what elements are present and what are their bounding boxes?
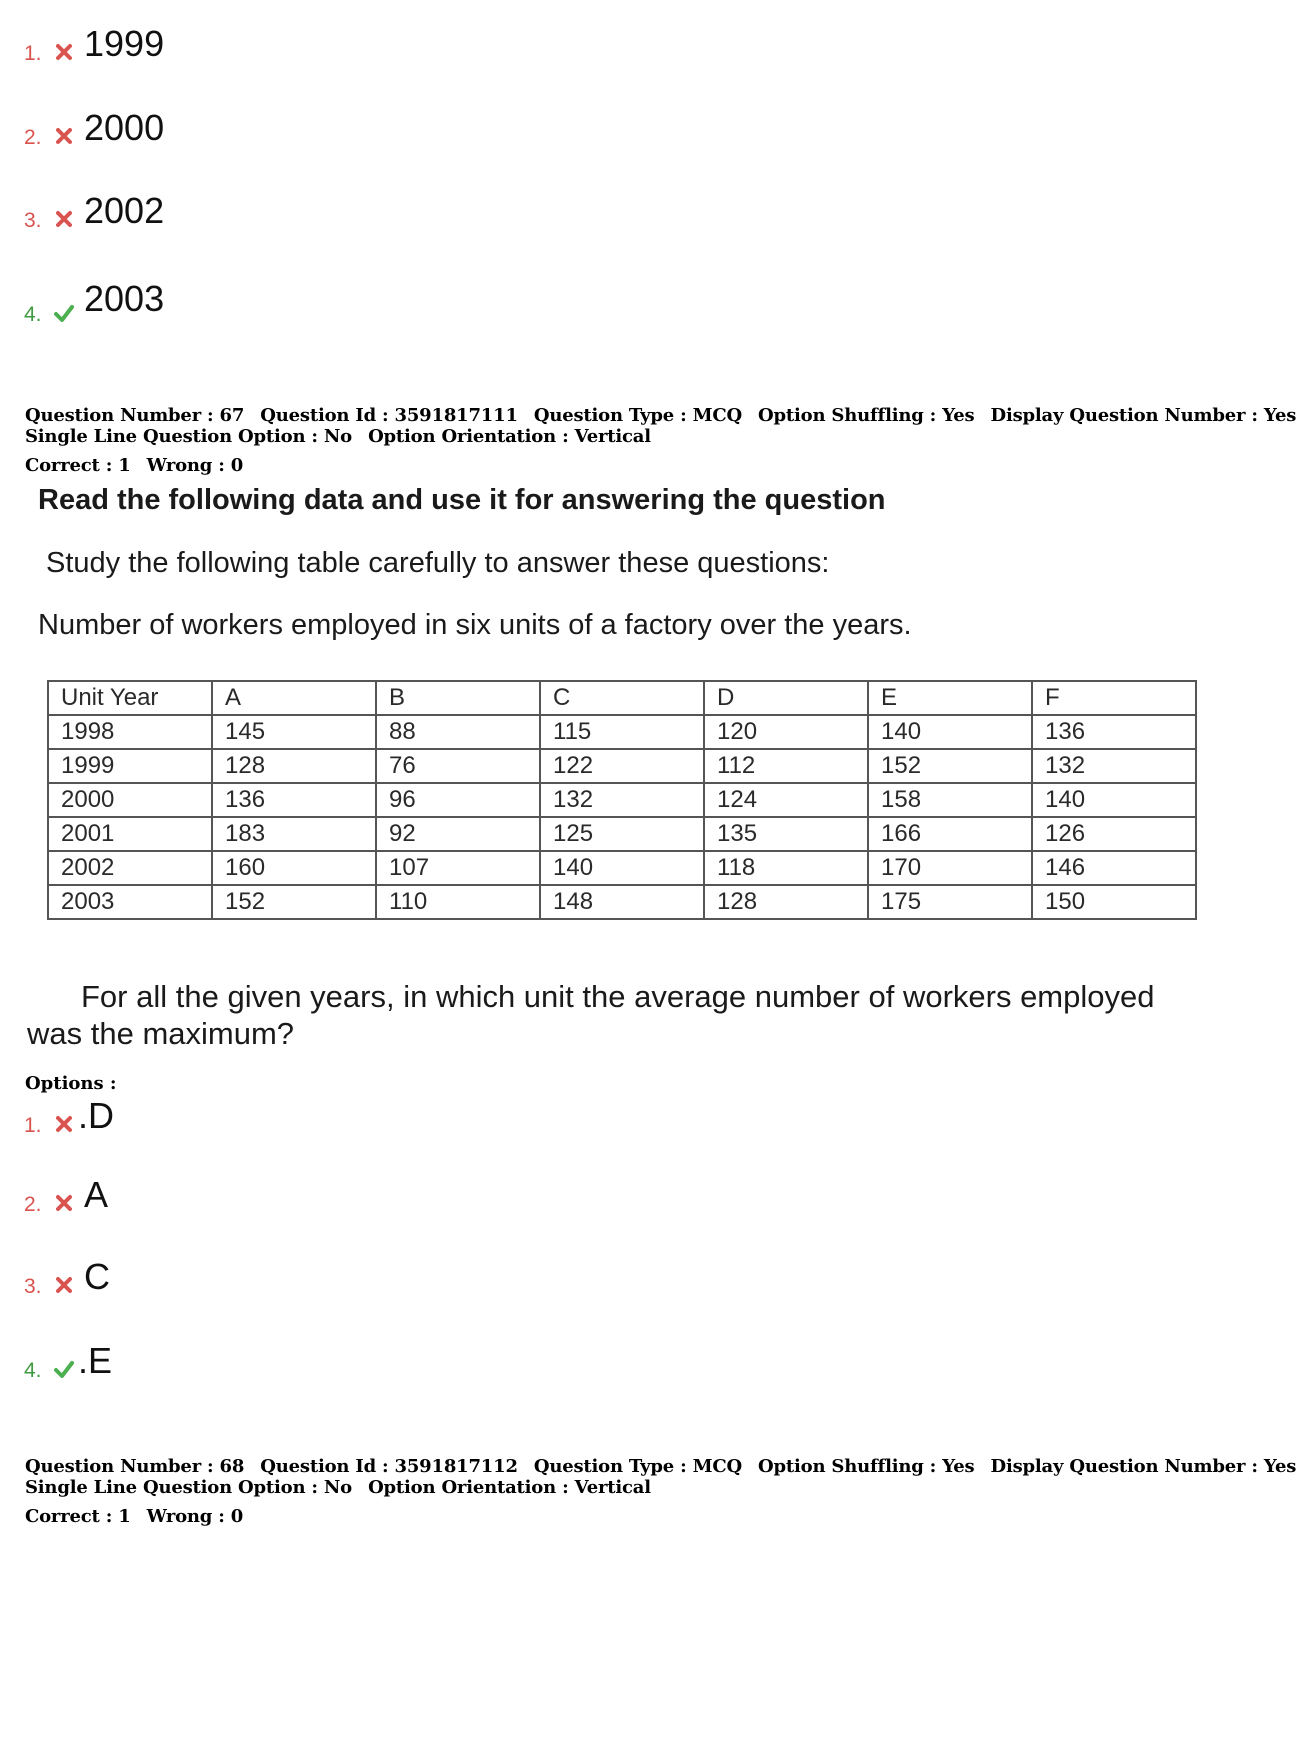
cross-icon	[54, 209, 74, 229]
q67-option-2	[24, 1174, 424, 1217]
table-cell: 140	[868, 715, 1032, 749]
question-study-line: Study the following table carefully to answer these questions:	[46, 547, 830, 579]
question-meta-line2	[25, 1477, 661, 1498]
question-intro: Read the following data and use it for answering the question	[38, 484, 886, 516]
table-cell: 175	[868, 885, 1032, 919]
table-header-cell: Unit Year	[48, 681, 212, 715]
question-meta-line1	[25, 1456, 1306, 1477]
option-number: 1.	[24, 42, 42, 65]
option-text: .D	[78, 1095, 114, 1136]
table-cell: 146	[1032, 851, 1196, 885]
table-cell: 158	[868, 783, 1032, 817]
option-text: A	[84, 1174, 109, 1215]
question-number: Question Number : 68	[25, 1456, 245, 1477]
wrong-marks: Wrong : 0	[146, 1506, 244, 1527]
display-question-number: Display Question Number : Yes	[990, 405, 1297, 426]
table-cell: 2003	[48, 885, 212, 919]
table-header-cell: B	[376, 681, 540, 715]
correct-marks: Correct : 1	[25, 1506, 131, 1527]
table-cell: 2002	[48, 851, 212, 885]
check-icon	[54, 1359, 74, 1379]
table-cell: 166	[868, 817, 1032, 851]
option-number: 4.	[24, 1359, 42, 1382]
q67-option-1	[24, 1095, 424, 1138]
table-cell: 150	[1032, 885, 1196, 919]
option-number: 2.	[24, 1193, 42, 1216]
table-cell: 135	[704, 817, 868, 851]
option-text: C	[84, 1256, 110, 1297]
wrong-marks: Wrong : 0	[146, 455, 244, 476]
table-header-cell: A	[212, 681, 376, 715]
table-cell: 112	[704, 749, 868, 783]
question-text: For all the given years, in which unit the average number of workers employed was the maximum?	[27, 979, 1155, 1051]
table-cell: 183	[212, 817, 376, 851]
prev-option-3	[24, 190, 424, 233]
option-shuffling: Option Shuffling : Yes	[758, 405, 975, 426]
table-cell: 107	[376, 851, 540, 885]
table-row	[48, 885, 1196, 919]
correct-marks: Correct : 1	[25, 455, 131, 476]
q67-option-3	[24, 1256, 424, 1299]
option-number: 1.	[24, 1114, 42, 1137]
question-id: Question Id : 3591817111	[260, 405, 518, 426]
cross-icon	[54, 42, 74, 62]
option-text: 2002	[84, 190, 165, 231]
table-cell: 140	[540, 851, 704, 885]
cross-icon	[54, 126, 74, 146]
option-text: 2003	[84, 278, 165, 319]
q67-option-4	[24, 1340, 424, 1383]
table-cell: 132	[540, 783, 704, 817]
option-shuffling: Option Shuffling : Yes	[758, 1456, 975, 1477]
table-cell: 2000	[48, 783, 212, 817]
option-text: .E	[78, 1340, 113, 1381]
table-cell: 126	[1032, 817, 1196, 851]
table-cell: 88	[376, 715, 540, 749]
option-text: 1999	[84, 23, 165, 64]
table-row	[48, 749, 1196, 783]
question-id: Question Id : 3591817112	[260, 1456, 518, 1477]
table-cell: 110	[376, 885, 540, 919]
table-cell: 140	[1032, 783, 1196, 817]
table-cell: 152	[212, 885, 376, 919]
single-line-option: Single Line Question Option : No	[25, 426, 352, 447]
table-cell: 2001	[48, 817, 212, 851]
option-number: 4.	[24, 303, 42, 326]
prev-option-2	[24, 107, 424, 150]
option-number: 2.	[24, 126, 42, 149]
question-number: Question Number : 67	[25, 405, 245, 426]
table-cell: 132	[1032, 749, 1196, 783]
table-cell: 1999	[48, 749, 212, 783]
option-number: 3.	[24, 1275, 42, 1298]
prev-option-4	[24, 278, 424, 327]
table-cell: 145	[212, 715, 376, 749]
question-type: Question Type : MCQ	[533, 405, 742, 426]
table-cell: 152	[868, 749, 1032, 783]
table-cell: 170	[868, 851, 1032, 885]
table-cell: 1998	[48, 715, 212, 749]
table-cell: 122	[540, 749, 704, 783]
table-cell: 96	[376, 783, 540, 817]
table-cell: 125	[540, 817, 704, 851]
table-cell: 136	[212, 783, 376, 817]
table-header-cell: F	[1032, 681, 1196, 715]
table-cell: 128	[212, 749, 376, 783]
question-meta-line1	[25, 405, 1306, 426]
check-icon	[54, 303, 74, 323]
question-type: Question Type : MCQ	[533, 1456, 742, 1477]
table-cell: 124	[704, 783, 868, 817]
question-meta-line2	[25, 426, 661, 447]
table-cell: 118	[704, 851, 868, 885]
workers-table	[47, 680, 1197, 920]
table-cell: 160	[212, 851, 376, 885]
table-cell: 128	[704, 885, 868, 919]
table-header-cell: D	[704, 681, 868, 715]
table-row	[48, 851, 1196, 885]
table-row	[48, 715, 1196, 749]
table-caption: Number of workers employed in six units of a factory over the years.	[38, 609, 912, 641]
cross-icon	[54, 1114, 74, 1134]
table-row	[48, 817, 1196, 851]
question-meta-line3	[25, 1506, 253, 1527]
table-header-row	[48, 681, 1196, 715]
table-cell: 120	[704, 715, 868, 749]
prev-option-1	[24, 23, 424, 66]
table-row	[48, 783, 1196, 817]
table-cell: 136	[1032, 715, 1196, 749]
cross-icon	[54, 1193, 74, 1213]
single-line-option: Single Line Question Option : No	[25, 1477, 352, 1498]
table-cell: 115	[540, 715, 704, 749]
option-orientation: Option Orientation : Vertical	[368, 426, 651, 447]
table-cell: 92	[376, 817, 540, 851]
display-question-number: Display Question Number : Yes	[990, 1456, 1297, 1477]
option-text: 2000	[84, 107, 165, 148]
options-label: Options :	[25, 1073, 117, 1094]
option-number: 3.	[24, 209, 42, 232]
table-cell: 148	[540, 885, 704, 919]
table-header-cell: C	[540, 681, 704, 715]
table-header-cell: E	[868, 681, 1032, 715]
cross-icon	[54, 1275, 74, 1295]
table-cell: 76	[376, 749, 540, 783]
question-meta-line3	[25, 455, 253, 476]
option-orientation: Option Orientation : Vertical	[368, 1477, 651, 1498]
